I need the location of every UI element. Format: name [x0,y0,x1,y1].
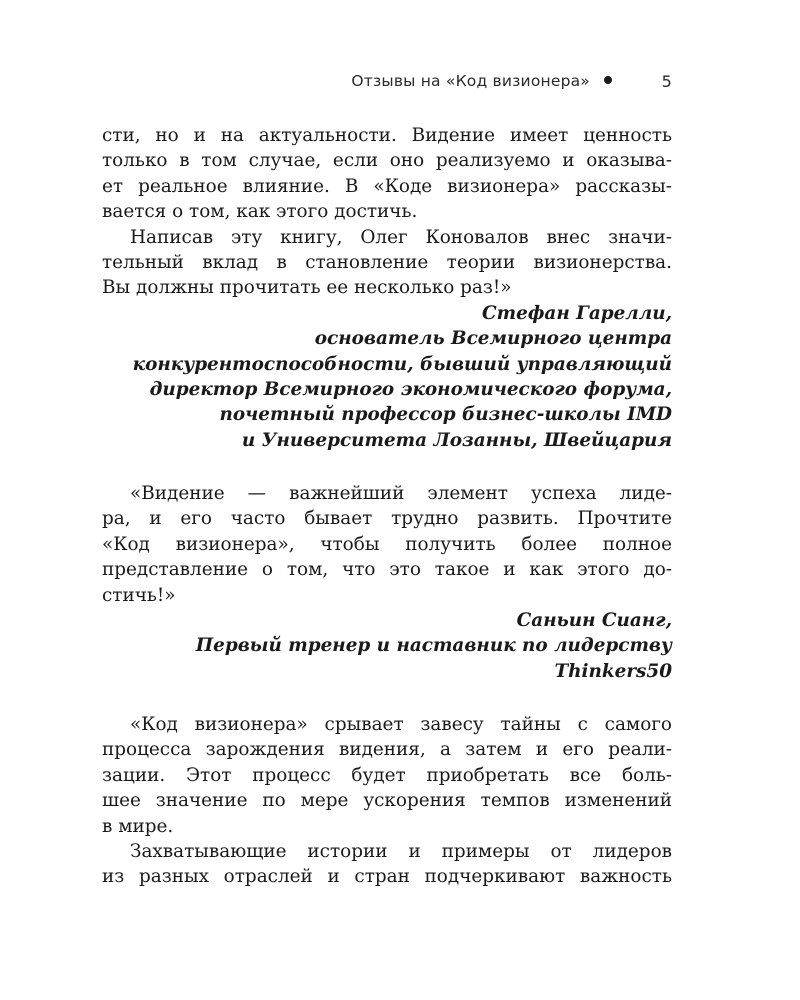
running-header [0,72,672,96]
attribution-line: основатель Всемирного центра [314,328,672,350]
text-line: в мире. [102,815,174,837]
text-line: процесса зарождения видения, а затем и его реали- [102,739,672,761]
attribution-line: и Университета Лозанны, Швейцария [241,429,672,451]
page-number: 5 [661,72,672,91]
attribution-line: Саньин Сианг, [516,610,672,632]
text-line: только в том случае, если оно реализуемо и оказыва- [102,150,672,172]
text-line: шее значение по мере ускорения темпов изменений [102,790,672,812]
text-line: зации. Этот процесс будет приобретать все боль- [102,764,672,786]
attribution-line: Первый тренер и наставник по лидерству [195,635,672,657]
attribution-line: Thinkers50 [554,660,672,682]
text-line: вается о том, как этого достичь. [102,201,418,223]
header-title: Отзывы на «Код визионера» [351,72,590,90]
text-line: стичь!» [102,584,176,606]
text-line: «Видение — важнейший элемент успеха лиде- [130,483,672,504]
bullet-icon [604,76,612,84]
attribution-line: Стефан Гарелли, [482,302,672,324]
text-line: «Код визионера» срывает завесу тайны с самого [130,714,672,735]
attribution-line: почетный профессор бизнес-школы IMD [219,404,672,426]
text-line: из разных отраслей и стран подчеркивают важность [102,866,672,888]
text-line: «Код визионера», чтобы получить более полное [102,533,672,555]
text-line: сти, но и на актуальности. Видение имеет ценность [102,125,672,146]
text-line: представление о том, что это такое и как этого до- [102,559,672,581]
review-block-3 [102,712,672,890]
review-block-1 [102,123,672,453]
attribution-line: директор Всемирного экономического форума, [149,379,672,401]
text-line: Написав эту книгу, Олег Коновалов внес значи- [130,226,672,248]
text-line: ет реальное влияние. В «Коде визионера» рассказы- [102,175,672,197]
text-line: Вы должны прочитать ее несколько раз!» [102,277,512,299]
text-line: тельный вклад в становление теории визионерства. [102,252,672,274]
review-block-2 [102,481,672,684]
text-line: Захватывающие истории и примеры от лидеров [130,841,672,863]
text-line: ра, и его часто бывает трудно развить. Прочтите [102,508,672,530]
attribution-line: конкурентоспособности, бывший управляющий [132,353,672,375]
